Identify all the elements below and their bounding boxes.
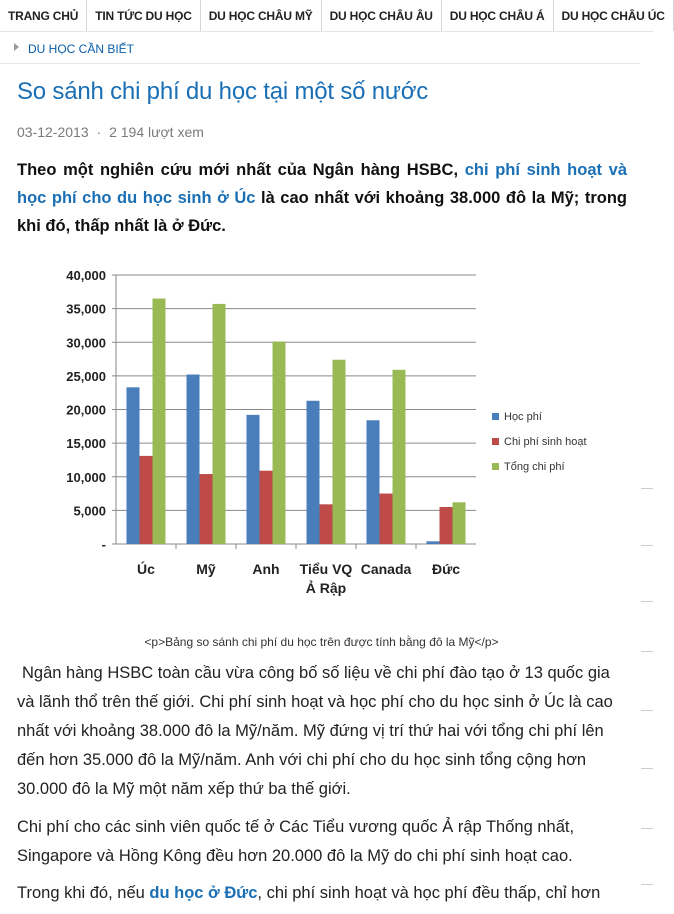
y-tick-label: 15,000	[66, 436, 106, 452]
paragraph-1: Ngân hàng HSBC toàn cầu vừa công bố số liệu về chi phí đào tạo ở 13 quốc gia và lãnh thổ trên thế giới. Chi phí sinh hoạt và học phí cho du học sinh ở Úc là cao nhất với khoảng 38.000 đô la Mỹ/năm. Mỹ đứng vị trí thứ hai với tổng chi phí lên đến hơn 35.000 đô la Mỹ/năm. Anh với chi phí cho du học sinh tổng cộng hơn 30.000 đô la Mỹ một năm xếp thứ ba thế giới.	[17, 664, 613, 798]
y-tick-label: 35,000	[66, 301, 106, 317]
legend-label: Chi phí sinh hoạt	[504, 436, 587, 448]
paragraph-3	[17, 879, 627, 908]
bar	[187, 375, 200, 544]
bar	[440, 507, 453, 544]
scroll-marker	[641, 710, 653, 711]
lead-text-start: Theo một nghiên cứu mới nhất của Ngân hàng HSBC,	[17, 161, 465, 179]
x-tick-label: Mỹ	[196, 561, 216, 577]
article-meta	[17, 124, 204, 140]
bar	[140, 456, 153, 544]
y-tick-label: 20,000	[66, 402, 106, 418]
top-navigation	[0, 0, 665, 32]
bar	[260, 471, 273, 544]
lead-text-end: là cao nhất với khoảng 38.000 đô la Mỹ; trong khi đó, thấp nhất là ở Đức.	[17, 189, 627, 235]
nav-item-home[interactable]: TRANG CHỦ	[0, 0, 87, 31]
scroll-marker	[641, 884, 653, 885]
legend-label: Tổng chi phí	[504, 461, 565, 473]
article-date: 03-12-2013	[17, 124, 89, 140]
nav-item-asia[interactable]: DU HỌC CHÂU Á	[442, 0, 554, 31]
bar	[453, 502, 466, 544]
bar	[320, 504, 333, 544]
bar	[393, 370, 406, 544]
bar	[247, 415, 260, 544]
scroll-marker	[641, 651, 653, 652]
legend-label: Học phí	[504, 411, 542, 423]
x-tick-label: Anh	[252, 561, 280, 577]
y-tick-label: 25,000	[66, 368, 106, 384]
x-tick-label: Đức	[431, 561, 461, 577]
y-tick-label: -	[101, 537, 106, 552]
cost-comparison-chart	[40, 260, 600, 620]
bar	[273, 342, 286, 544]
bar	[200, 474, 213, 544]
view-count: 2 194 lượt xem	[109, 124, 204, 140]
x-tick-label: Úc	[137, 561, 155, 577]
breadcrumb	[0, 34, 640, 64]
scroll-marker	[641, 488, 653, 489]
scroll-marker	[641, 768, 653, 769]
scroll-marker	[641, 601, 653, 602]
meta-separator: ·	[96, 124, 102, 140]
nav-item-study-news[interactable]: TIN TỨC DU HỌC	[87, 0, 200, 31]
chevron-right-icon	[14, 43, 19, 51]
legend-swatch	[492, 438, 499, 445]
bar	[153, 299, 166, 544]
paragraph-3-end: , chi phí sinh hoạt và học phí đều thấp, chỉ hơn	[257, 884, 601, 902]
x-tick-label: Tiểu VQ	[299, 561, 353, 577]
nav-item-europe[interactable]: DU HỌC CHÂU ÂU	[322, 0, 442, 31]
bar	[213, 304, 226, 544]
y-tick-label: 5,000	[73, 503, 106, 519]
bar	[380, 494, 393, 544]
germany-study-link[interactable]: du học ở Đức	[149, 884, 258, 902]
paragraph-2: Chi phí cho các sinh viên quốc tế ở Các Tiểu vương quốc Ả rập Thống nhất, Singapore và Hồng Kông đều hơn 20.000 đô la Mỹ do chi phí sinh hoạt cao.	[17, 818, 575, 865]
legend-swatch	[492, 413, 499, 420]
y-tick-label: 10,000	[66, 469, 106, 485]
scroll-marker	[641, 828, 653, 829]
x-tick-label: Ả Rập	[305, 580, 347, 596]
legend-swatch	[492, 463, 499, 470]
y-tick-label: 40,000	[66, 268, 106, 283]
article-title: So sánh chi phí du học tại một số nước	[17, 78, 429, 105]
bar	[427, 541, 440, 544]
bar	[367, 420, 380, 544]
bar	[333, 360, 346, 544]
paragraph-3-start: Trong khi đó, nếu	[17, 884, 150, 902]
breadcrumb-link[interactable]: DU HỌC CẦN BIẾT	[28, 42, 135, 56]
scroll-marker	[641, 545, 653, 546]
nav-item-australia[interactable]: DU HỌC CHÂU ÚC	[554, 0, 674, 31]
article-lead	[17, 156, 627, 240]
y-tick-label: 30,000	[66, 335, 106, 351]
nav-item-americas[interactable]: DU HỌC CHÂU MỸ	[201, 0, 322, 31]
bar	[307, 401, 320, 544]
bar	[127, 387, 140, 544]
x-tick-label: Canada	[360, 561, 412, 577]
lead-link[interactable]: chi phí sinh hoạt và học phí cho du học sinh ở Úc	[17, 161, 627, 207]
chart-caption: <p>Bảng so sánh chi phí du học trên được tính bằng đô la Mỹ</p>	[144, 635, 499, 649]
